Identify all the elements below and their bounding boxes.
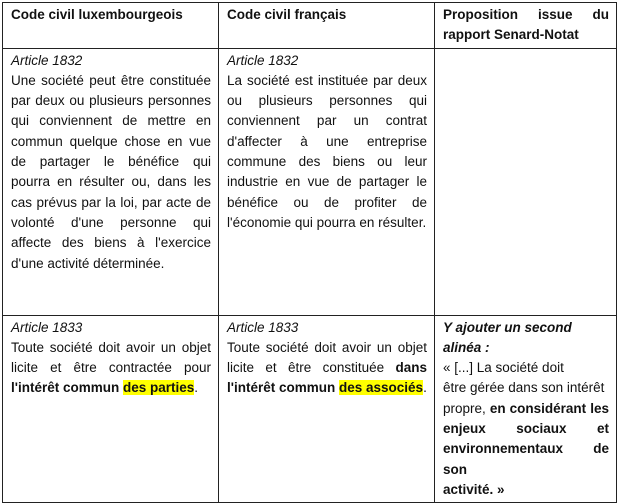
proposal-text: propre, [443, 400, 486, 416]
highlighted-phrase: des associés [339, 380, 424, 396]
header-french-code [219, 3, 435, 49]
header-luxembourg-code [3, 3, 219, 49]
proposal-label: Y ajouter un second alinéa : [443, 319, 572, 355]
fr-article-1833-cell [219, 315, 435, 503]
bold-phrase: dans l'intérêt commun [227, 360, 427, 396]
proposal-end: activité. » [443, 481, 505, 497]
article-label: Article 1832 [11, 52, 83, 68]
header-proposal [435, 3, 617, 49]
comparison-table [2, 2, 617, 503]
period: . [194, 380, 199, 396]
header-col2-text: Code civil français [227, 7, 347, 22]
lux-article-1833-cell [3, 315, 219, 503]
article-text: La société est instituée par deux ou plusieurs personnes qui conviennent par un contrat d'affecter à une entreprise commune des biens ou leur industrie en vue de partager le bénéfice ou de profiter de l'économie qui pourra en résulter. [227, 72, 427, 230]
header-row [3, 3, 617, 49]
article-text: Toute société doit avoir un objet licite et être contractée pour [11, 339, 211, 376]
header-col3-text: Proposition issue du rapport Senard-Notat [443, 7, 609, 43]
fr-article-1832-cell [219, 48, 435, 315]
article-text: Toute société doit avoir un objet licite et être constituée [227, 339, 427, 376]
proposal-line: être gérée dans son intérêt [443, 380, 605, 396]
period: . [423, 380, 427, 396]
lux-article-1832-cell [3, 48, 219, 315]
highlighted-phrase: des parties [123, 380, 195, 396]
proposal-paragraph [443, 399, 609, 480]
article-label: Article 1832 [227, 52, 299, 68]
article-1833-row [3, 315, 617, 503]
article-label: Article 1833 [11, 319, 83, 335]
proposal-1833-cell [435, 315, 617, 503]
proposal-line: « [...] La société doit [443, 360, 564, 376]
proposal-bold-text: en considérant les enjeux sociaux et environnementaux de son [443, 400, 609, 477]
article-text: Une société peut être constituée par deux ou plusieurs personnes qui conviennent de mettre en commun quelque chose en vue de partager le bénéfice qui pourra en résulter ou, dans les cas prévus par la loi, par acte de volonté d'une personne qui affecte des biens à l'exercice d'une activité déterminée. [11, 72, 211, 271]
proposal-1832-cell-empty [435, 48, 617, 315]
header-col1-text: Code civil luxembourgeois [11, 7, 183, 22]
article-label: Article 1833 [227, 319, 299, 335]
article-1832-row [3, 48, 617, 315]
bold-phrase: l'intérêt commun [11, 380, 120, 396]
